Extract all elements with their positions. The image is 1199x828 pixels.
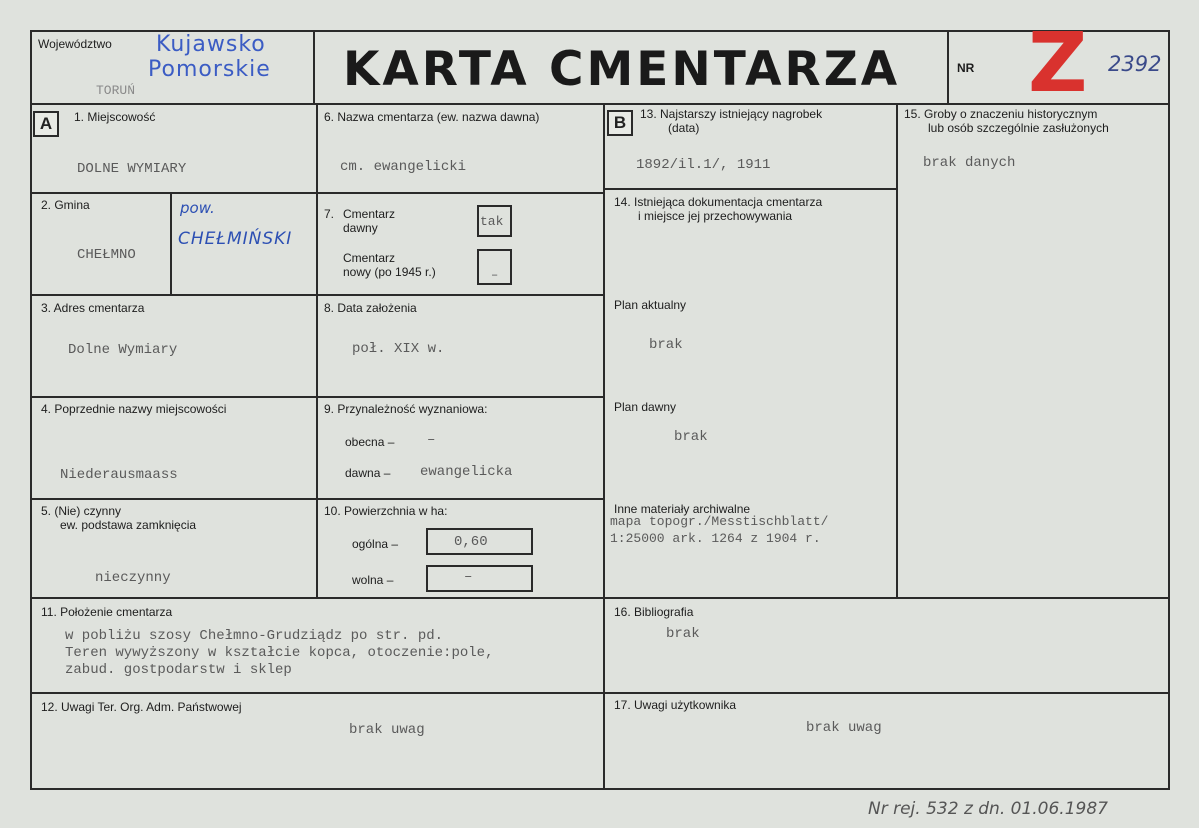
f17-value: brak uwag (806, 720, 882, 736)
f9-label: 9. Przynależność wyznaniowa: (324, 402, 488, 416)
f2-pow-label: pow. (180, 199, 215, 217)
inne-value-line2: 1:25000 ark. 1264 z 1904 r. (610, 531, 821, 546)
section-a-marker: A (33, 111, 59, 137)
f4-value: Niederausmaass (60, 467, 178, 483)
f13-label-line1: 13. Najstarszy istniejący nagrobek (640, 107, 823, 121)
wojewodztwo-label: Województwo (38, 37, 112, 51)
f12-label: 12. Uwagi Ter. Org. Adm. Państwowej (41, 700, 242, 714)
f15-label-line2: lub osób szczególnie zasłużonych (928, 121, 1109, 135)
f11-value-line3: zabud. gostpodarstw i sklep (65, 662, 292, 678)
nr-number: 2392 (1108, 52, 1162, 76)
f2-value: CHEŁMNO (77, 247, 136, 263)
plan-aktualny-value: brak (649, 337, 683, 353)
f15-label-line1: 15. Groby o znaczeniu historycznym (904, 107, 1098, 121)
f14-label-line1: 14. Istniejąca dokumentacja cmentarza (614, 195, 823, 209)
f12-value: brak uwag (349, 722, 425, 738)
f7-nowy-line2: nowy (po 1945 r.) (343, 265, 436, 279)
plan-dawny-value: brak (674, 429, 708, 445)
f1-label: 1. Miejscowość (74, 110, 156, 124)
f2-pow-value: CHEŁMIŃSKI (178, 229, 293, 249)
wojewodztwo-value-line1: Kujawsko (156, 32, 266, 57)
wojewodztwo-stamp (148, 32, 271, 82)
f5-value: nieczynny (95, 570, 171, 586)
f11-value-line2: Teren wywyższony w kształcie kopca, otoczenie:pole, (65, 645, 494, 661)
f10-wolna-box (426, 565, 533, 592)
plan-dawny-label: Plan dawny (614, 400, 677, 414)
inne-value-line1: mapa topogr./Messtischblatt/ (610, 514, 829, 529)
f7-nowy-line1: Cmentarz (343, 251, 396, 265)
plan-aktualny-label: Plan aktualny (614, 298, 687, 312)
registry-note: Nr rej. 532 z dn. 01.06.1987 (868, 799, 1108, 819)
f10-wolna-value: – (464, 569, 473, 585)
f9-obecna-label: obecna – (345, 435, 395, 449)
nr-label: NR (957, 61, 975, 75)
f7-dawny-value: tak (480, 214, 504, 229)
f15-value: brak danych (923, 155, 1016, 171)
f7-label: 7. (324, 207, 335, 221)
page-title: KARTA CMENTARZA (343, 42, 901, 97)
f9-dawna-label: dawna – (345, 466, 391, 480)
f14-label-line2: i miejsce jej przechowywania (638, 209, 793, 223)
nr-letter-stamp: Z (1028, 16, 1088, 111)
f16-label: 16. Bibliografia (614, 605, 694, 619)
f6-value: cm. ewangelicki (340, 159, 467, 175)
f11-label: 11. Położenie cmentarza (41, 605, 173, 619)
section-b-marker: B (607, 110, 633, 136)
old-voivodeship: TORUŃ (96, 83, 136, 98)
f13-label-line2: (data) (668, 121, 700, 135)
f3-value: Dolne Wymiary (68, 342, 178, 358)
f7-dawny-box (477, 205, 512, 237)
f16-value: brak (666, 626, 700, 642)
f6-label: 6. Nazwa cmentarza (ew. nazwa dawna) (324, 110, 540, 124)
f9-obecna-value: – (427, 432, 436, 448)
f7-nowy-box (477, 249, 512, 285)
inne-label: Inne materiały archiwalne (614, 502, 751, 516)
f10-wolna-label: wolna – (352, 573, 394, 587)
f17-label: 17. Uwagi użytkownika (614, 698, 737, 712)
f10-label: 10. Powierzchnia w ha: (324, 504, 448, 518)
f8-label: 8. Data założenia (324, 301, 417, 315)
f10-ogolna-box (426, 528, 533, 555)
f5-label-line2: ew. podstawa zamknięcia (60, 518, 197, 532)
wojewodztwo-value-line2: Pomorskie (148, 57, 271, 82)
f10-ogolna-label: ogólna – (352, 537, 399, 551)
f10-ogolna-value: 0,60 (454, 534, 488, 550)
f7-dawny-line1: Cmentarz (343, 207, 396, 221)
f8-value: poł. XIX w. (352, 341, 445, 357)
f7-dawny-line2: dawny (343, 221, 378, 235)
f11-value-line1: w pobliżu szosy Chełmno-Grudziądz po str. pd. (65, 628, 444, 644)
f9-dawna-value: ewangelicka (420, 464, 513, 480)
f4-label: 4. Poprzednie nazwy miejscowości (41, 402, 227, 416)
f7-nowy-value: – (491, 268, 499, 282)
f2-label: 2. Gmina (41, 198, 90, 212)
f1-value: DOLNE WYMIARY (77, 161, 187, 177)
f3-label: 3. Adres cmentarza (41, 301, 145, 315)
f13-value: 1892/il.1/, 1911 (636, 157, 771, 173)
f5-label-line1: 5. (Nie) czynny (41, 504, 122, 518)
